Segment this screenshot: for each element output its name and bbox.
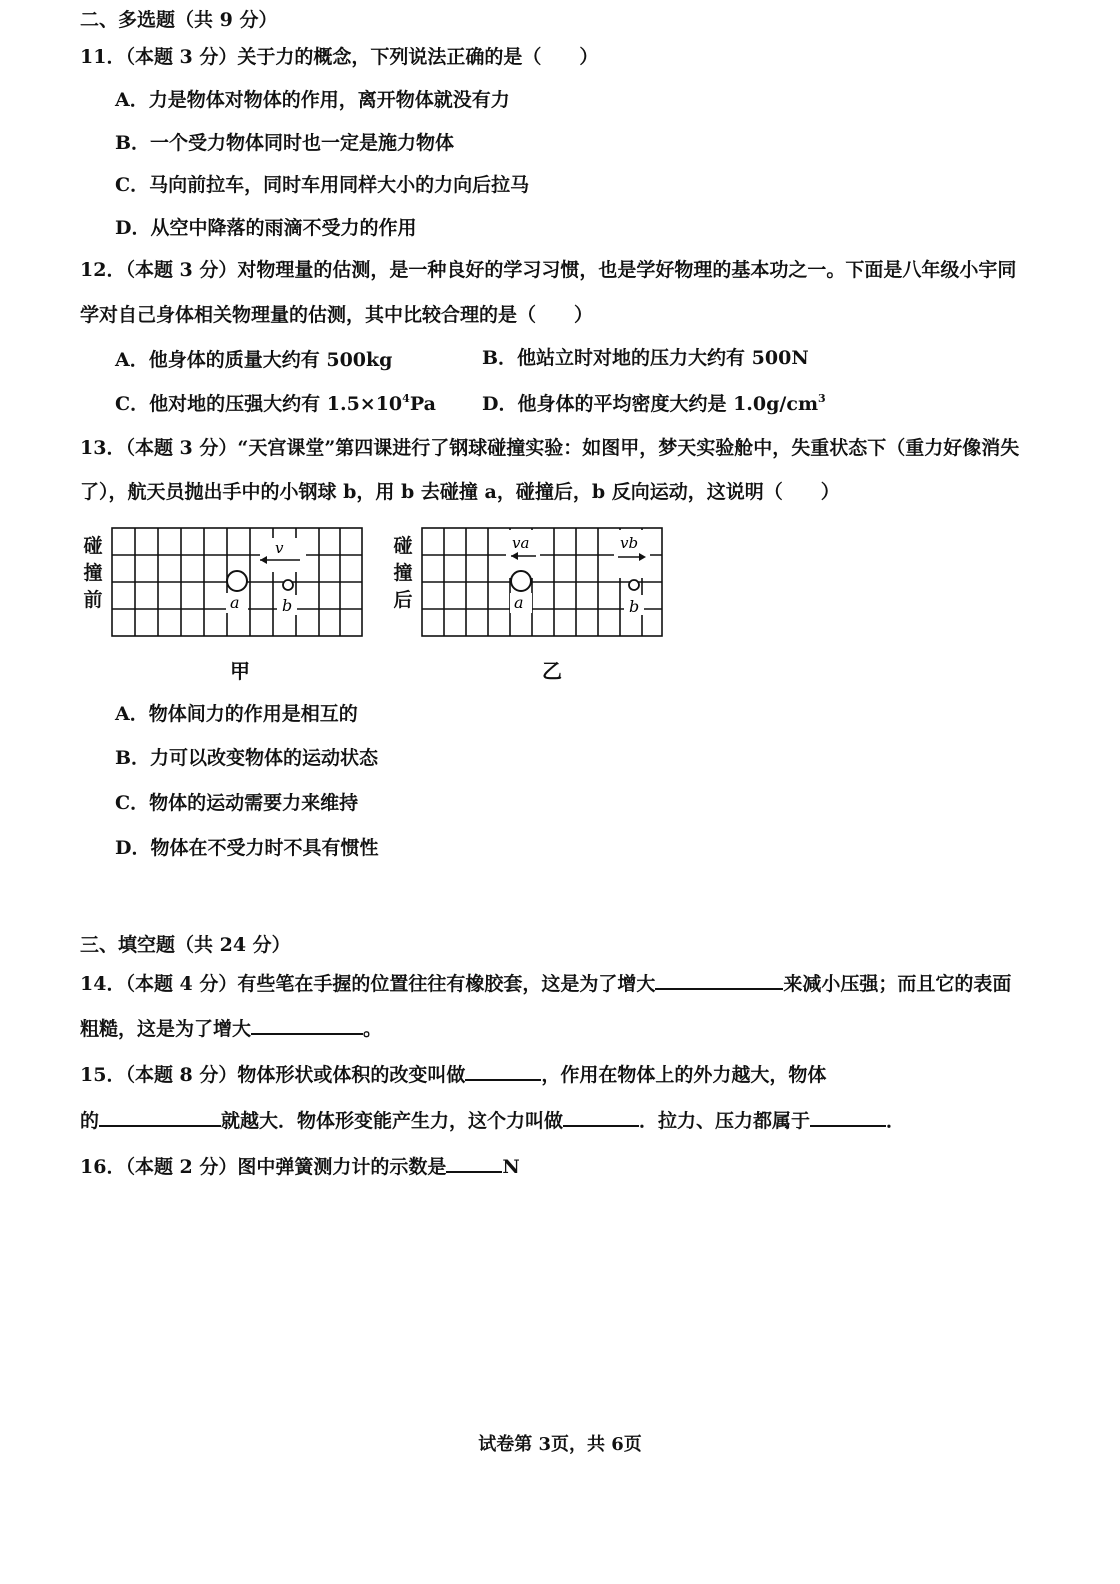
question-12-option-b: B．他站立时对地的压力大约有 500N — [482, 347, 809, 369]
question-15-text: ，作用在物体上的外力越大，物体 — [541, 1064, 827, 1086]
answer-blank[interactable] — [655, 970, 783, 990]
exponent: 3 — [818, 392, 826, 405]
side-label-char: 碰 — [393, 535, 413, 557]
question-12-option-a: A．他身体的质量大约有 500kg — [115, 349, 393, 371]
option-d-text: D．他身体的平均密度大约是 1.0g/cm — [482, 393, 819, 415]
question-14-text: 粗糙，这是为了增大 — [80, 1018, 252, 1040]
question-15-line-2 — [80, 1107, 905, 1133]
question-13-option-d: D．物体在不受力时不具有惯性 — [115, 837, 379, 859]
side-label-char: 碰 — [83, 535, 103, 557]
ball-b — [629, 580, 639, 590]
question-12-option-d — [482, 392, 826, 419]
side-label-char: 撞 — [393, 562, 413, 584]
question-14-text: 14．（本题 4 分）有些笔在手握的位置往往有橡胶套，这是为了增大 — [80, 973, 656, 995]
figure-after-collision — [390, 526, 680, 646]
ball-b-label: b — [629, 597, 640, 616]
question-11-option-c: C．马向前拉车，同时车用同样大小的力向后拉马 — [115, 174, 530, 196]
figure-before-collision — [80, 526, 370, 646]
question-13-stem-line-1: 13．（本题 3 分）“天宫课堂”第四课进行了钢球碰撞实验：如图甲，梦天实验舱中，失重状态下（重力好像消失 — [80, 437, 1020, 459]
question-13-option-a: A．物体间力的作用是相互的 — [115, 703, 358, 725]
question-11-stem: 11．（本题 3 分）关于力的概念，下列说法正确的是（ ） — [80, 46, 599, 68]
velocity-a-label: va — [512, 534, 530, 552]
answer-blank[interactable] — [465, 1061, 541, 1081]
section-heading-fill-in: 三、填空题（共 24 分） — [80, 934, 291, 956]
ball-a — [227, 571, 247, 591]
velocity-label: v — [275, 539, 284, 557]
option-c-text: C．他对地的压强大约有 1.5×10 — [115, 393, 403, 415]
answer-blank[interactable] — [446, 1153, 502, 1173]
answer-blank[interactable] — [251, 1015, 363, 1035]
section-heading-multiple-choice: 二、多选题（共 9 分） — [80, 9, 278, 31]
question-13-stem-line-2: 了），航天员抛出手中的小钢球 b，用 b 去碰撞 a，碰撞后，b 反向运动，这说明（ ） — [80, 481, 840, 503]
ball-b-label: b — [282, 596, 293, 615]
ball-a-label: a — [230, 593, 240, 612]
figure-caption-yi: 乙 — [542, 659, 562, 683]
question-15-line-1 — [80, 1061, 826, 1087]
question-12-option-c — [115, 392, 436, 419]
unit: Pa — [409, 393, 436, 415]
question-14-text: 来减小压强；而且它的表面 — [783, 973, 1012, 995]
question-14-line-2 — [80, 1015, 382, 1041]
question-11-option-a: A．力是物体对物体的作用，离开物体就没有力 — [115, 89, 510, 111]
ball-a — [511, 571, 531, 591]
page-footer: 试卷第 3页，共 6页 — [478, 1434, 642, 1455]
question-14-line-1 — [80, 970, 1011, 996]
question-16-text: 16．（本题 2 分）图中弹簧测力计的示数是 — [80, 1156, 447, 1178]
exponent: 4 — [402, 392, 410, 405]
answer-blank[interactable] — [810, 1107, 886, 1127]
side-label-char: 撞 — [83, 562, 103, 584]
question-13-option-c: C．物体的运动需要力来维持 — [115, 792, 359, 814]
question-11-option-d: D．从空中降落的雨滴不受力的作用 — [115, 217, 417, 239]
side-label-char: 前 — [83, 589, 103, 611]
question-15-text: ． — [886, 1110, 906, 1132]
question-13-option-b: B．力可以改变物体的运动状态 — [115, 747, 379, 769]
grid-diagram-before — [110, 526, 370, 641]
question-15-text: 的 — [80, 1110, 100, 1132]
question-15-text: 15．（本题 8 分）物体形状或体积的改变叫做 — [80, 1064, 466, 1086]
question-16 — [80, 1153, 520, 1179]
grid-diagram-after — [420, 526, 680, 641]
answer-blank[interactable] — [99, 1107, 221, 1127]
side-label-char: 后 — [393, 589, 413, 611]
ball-b — [283, 580, 293, 590]
question-15-text: 就越大．物体形变能产生力，这个力叫做 — [221, 1110, 564, 1132]
unit: N — [502, 1156, 520, 1178]
question-14-text: 。 — [363, 1018, 383, 1040]
ball-a-label: a — [514, 593, 524, 612]
figure-caption-jia: 甲 — [230, 659, 250, 683]
velocity-b-label: vb — [620, 534, 639, 552]
question-12-stem-line-2: 学对自己身体相关物理量的估测，其中比较合理的是（ ） — [80, 304, 594, 326]
answer-blank[interactable] — [563, 1107, 639, 1127]
question-15-text: ．拉力、压力都属于 — [639, 1110, 811, 1132]
question-12-stem-line-1: 12．（本题 3 分）对物理量的估测，是一种良好的学习习惯，也是学好物理的基本功之一。下面是八年级小宇同 — [80, 259, 1017, 281]
question-11-option-b: B．一个受力物体同时也一定是施力物体 — [115, 132, 455, 154]
